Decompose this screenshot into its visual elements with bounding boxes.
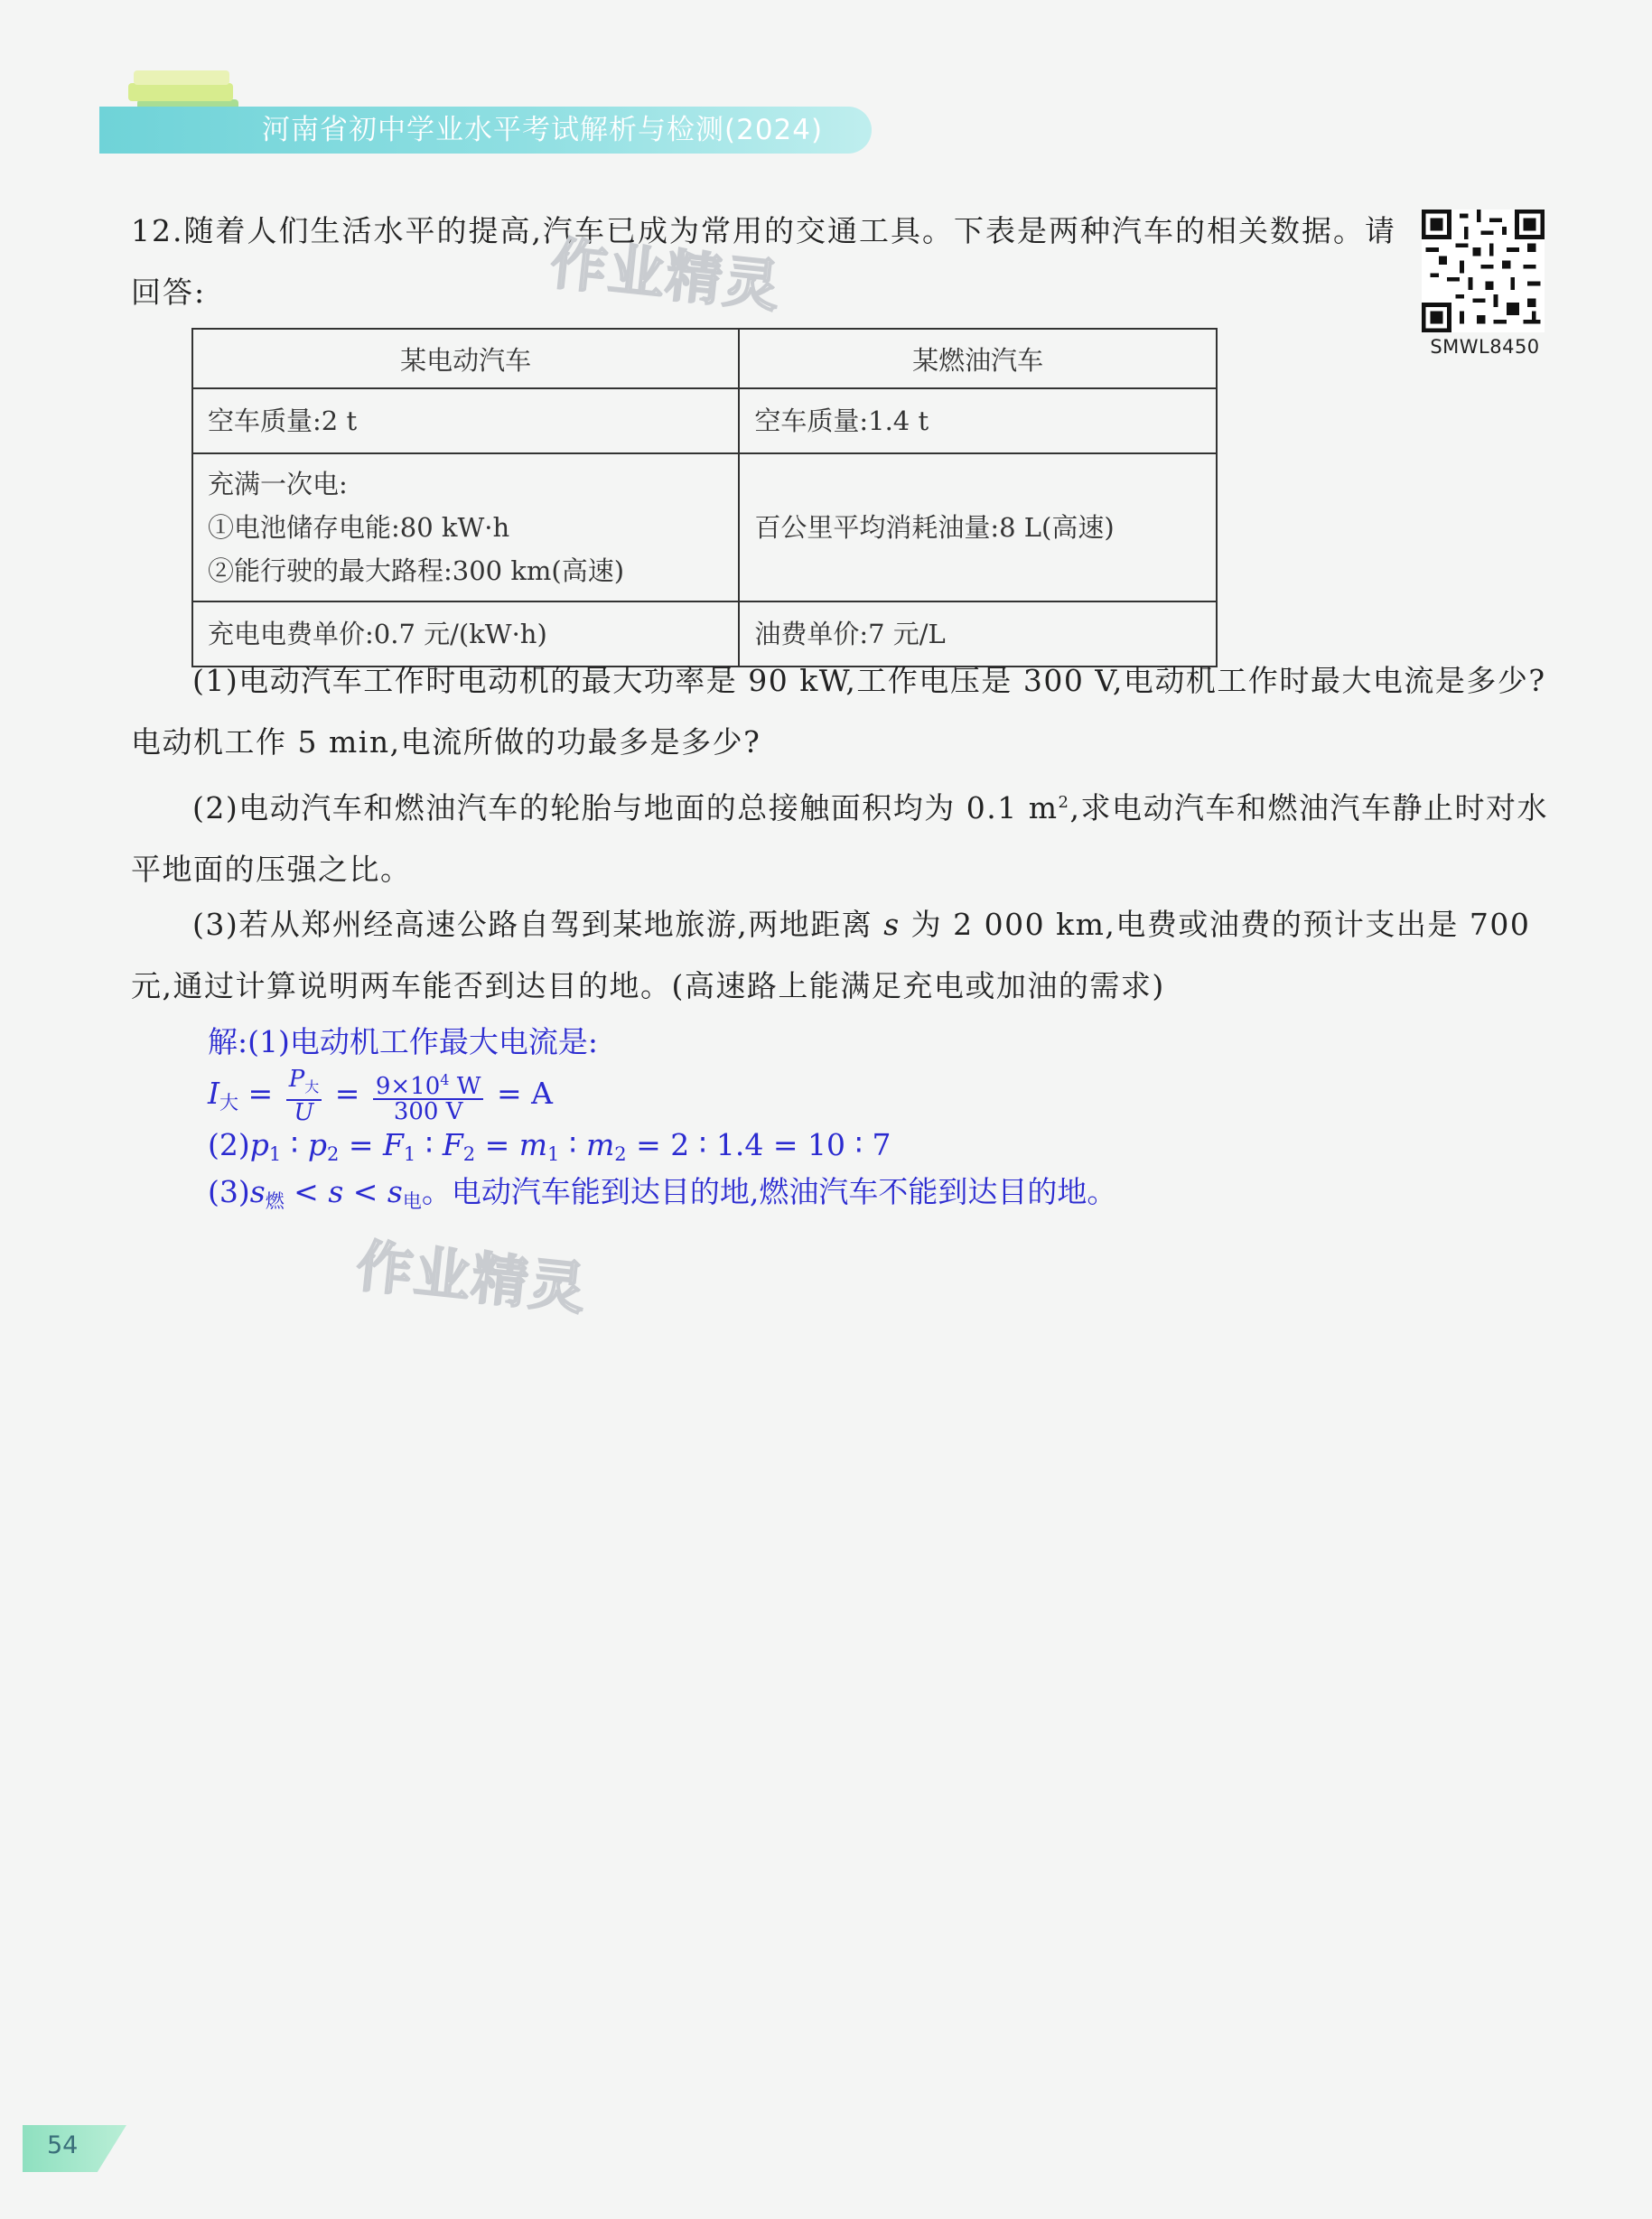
ratio-tail: = 2 ∶ 1.4 = 10 ∶ 7 — [626, 1127, 891, 1162]
distance-variable: s — [883, 907, 901, 942]
table-cell — [192, 453, 739, 601]
subscript: 2 — [614, 1143, 627, 1165]
power-variable: P — [288, 1065, 305, 1093]
distance-variable: s — [249, 1174, 266, 1209]
subquestion-2-text-a: (2)电动汽车和燃油汽车的轮胎与地面的总接触面积均为 0.1 m — [192, 790, 1059, 825]
subscript: 电 — [402, 1190, 422, 1212]
fraction-denominator: 300 V — [393, 1097, 463, 1125]
solution-line-2 — [208, 1065, 1472, 1126]
subquestion-3 — [131, 894, 1549, 1017]
subscript: 2 — [326, 1143, 340, 1165]
car-data-table — [191, 328, 1218, 667]
watermark: 作业精灵 — [353, 1232, 591, 1323]
charge-line: ①电池储存电能:80 kW·h — [208, 512, 510, 543]
charge-heading: 充满一次电: — [208, 469, 348, 499]
solution-line-1: 解:(1)电动机工作最大电流是: — [208, 1024, 598, 1059]
force-variable: F — [442, 1127, 463, 1162]
table-cell: 空车质量:2 t — [192, 388, 739, 453]
solution-line-4 — [208, 1169, 1472, 1216]
fraction-power-over-voltage — [286, 1065, 322, 1126]
subquestion-3-text-b: 为 2 000 km,电费或油费的预计支出是 700 元,通过计算说明两车能否到达目的地。(高速路上能满足充电或加油的需求) — [131, 907, 1531, 1003]
numerator-value: 9×10 — [375, 1072, 441, 1100]
solution-block — [208, 1019, 1472, 1216]
result-text: = A — [496, 1076, 553, 1111]
table-header-row — [192, 329, 1217, 388]
fraction-numerator — [373, 1068, 484, 1100]
table-cell: 百公里平均消耗油量:8 L(高速) — [739, 453, 1217, 601]
subscript: 燃 — [265, 1190, 285, 1212]
table-cell: 空车质量:1.4 t — [739, 388, 1217, 453]
numerator-unit: W — [449, 1072, 481, 1100]
ratio-sign: ∶ — [281, 1127, 308, 1162]
conclusion-text: 。电动汽车能到达目的地,燃油汽车不能到达目的地。 — [421, 1174, 1117, 1209]
subquestion-2 — [131, 772, 1549, 900]
pressure-variable: p — [307, 1127, 327, 1162]
mass-variable: m — [586, 1127, 615, 1162]
table-row — [192, 453, 1217, 601]
superscript: 4 — [440, 1070, 450, 1088]
line-prefix: (2) — [208, 1127, 250, 1162]
subscript: 大 — [304, 1077, 320, 1096]
subscript: 2 — [462, 1143, 476, 1165]
subquestion-2-text-b: ,求电动汽车和燃油汽车静止时对水平地面的压强之比。 — [131, 790, 1548, 887]
fraction-values — [373, 1068, 484, 1123]
equals-sign: = — [339, 1127, 383, 1162]
table-header-cell: 某电动汽车 — [192, 329, 739, 388]
table-header-cell: 某燃油汽车 — [739, 329, 1217, 388]
qr-id: SMWL8450 — [1430, 336, 1540, 358]
table-cell: 油费单价:7 元/L — [739, 601, 1217, 667]
watermark: 作业精灵 — [547, 229, 785, 321]
ratio-sign: ∶ — [415, 1127, 443, 1162]
force-variable: F — [382, 1127, 404, 1162]
superscript: 2 — [1058, 793, 1070, 812]
table-cell: 充电电费单价:0.7 元/(kW·h) — [192, 601, 739, 667]
subscript: 1 — [268, 1143, 282, 1165]
header-title: 河南省初中学业水平考试解析与检测(2024) — [262, 114, 824, 146]
subscript: 大 — [219, 1092, 239, 1114]
subscript: 1 — [547, 1143, 560, 1165]
equals-sign: = — [334, 1076, 369, 1111]
charge-line: ②能行驶的最大路程:300 km(高速) — [208, 555, 625, 586]
page-number: 54 — [47, 2131, 79, 2159]
less-than-sign: < — [284, 1174, 329, 1209]
voltage-variable: U — [294, 1098, 314, 1126]
mass-variable: m — [518, 1127, 548, 1162]
pressure-variable: p — [249, 1127, 269, 1162]
current-variable: I — [208, 1076, 220, 1111]
ratio-sign: ∶ — [559, 1127, 586, 1162]
table-row — [192, 388, 1217, 453]
less-than-sign: < — [343, 1174, 387, 1209]
solution-line-3 — [208, 1122, 1472, 1169]
line-prefix: (3) — [208, 1174, 250, 1209]
equals-sign: = — [475, 1127, 519, 1162]
subquestion-3-text-a: (3)若从郑州经高速公路自驾到某地旅游,两地距离 — [192, 907, 884, 942]
subscript: 1 — [403, 1143, 416, 1165]
question-text: 12.随着人们生活水平的提高,汽车已成为常用的交通工具。下表是两种汽车的相关数据。请回答: — [131, 213, 1396, 310]
distance-variable: s — [387, 1174, 403, 1209]
fraction-denominator — [286, 1098, 322, 1126]
fraction-numerator — [286, 1065, 322, 1101]
qr-block — [1422, 210, 1548, 358]
subquestion-1: (1)电动汽车工作时电动机的最大功率是 90 kW,工作电压是 300 V,电动机工作时最大电流是多少?电动机工作 5 min,电流所做的功最多是多少? — [131, 663, 1546, 760]
qr-code-icon — [1422, 210, 1545, 332]
equals-sign: = — [238, 1076, 283, 1111]
distance-variable: s — [328, 1174, 344, 1209]
